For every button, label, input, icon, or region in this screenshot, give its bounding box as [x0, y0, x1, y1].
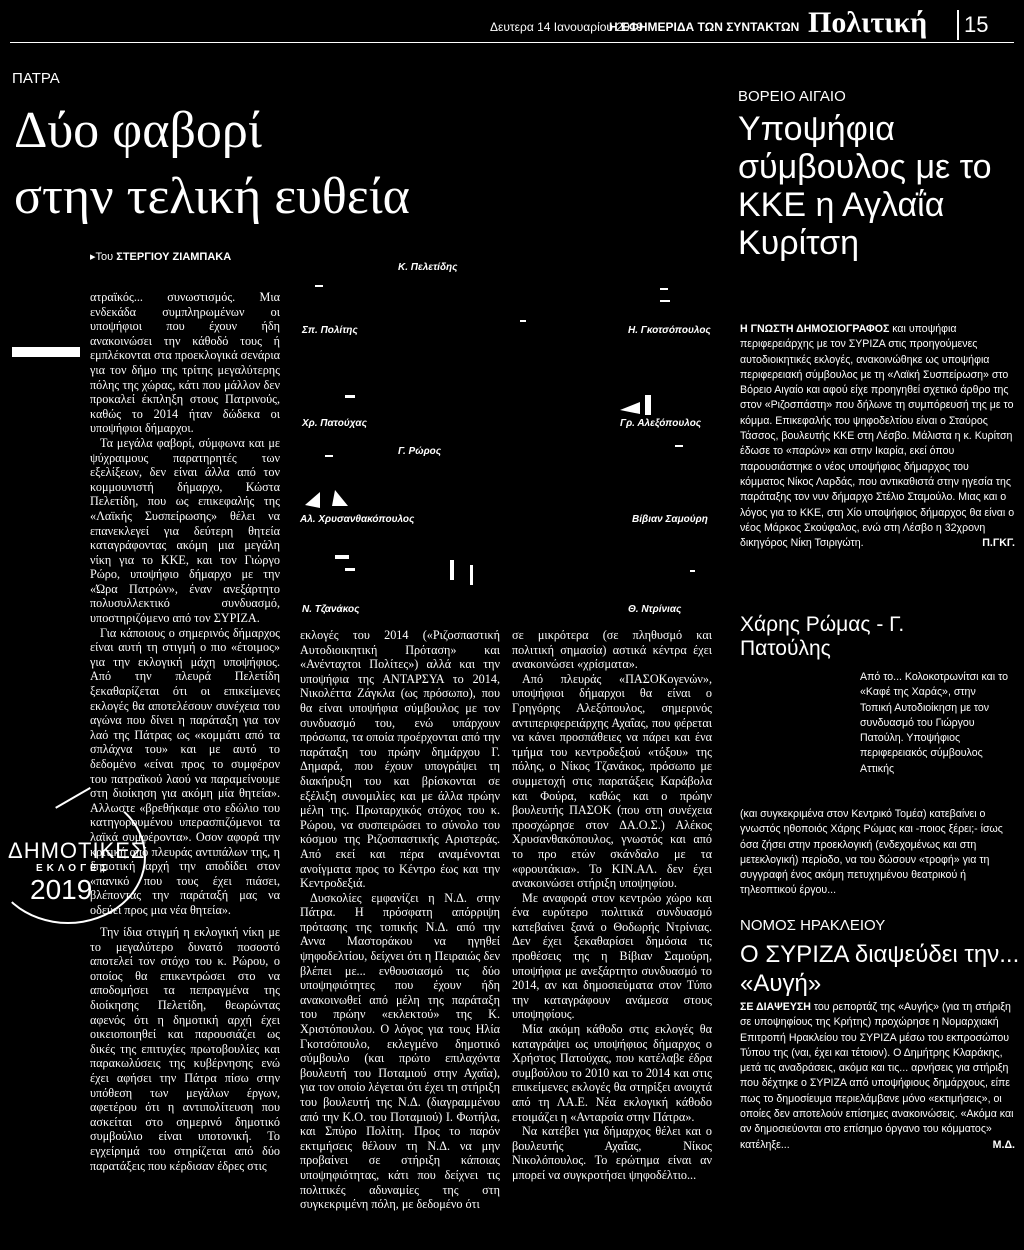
headline-line-1: Δύο φαβορί: [14, 102, 262, 159]
header-rule: [10, 42, 1014, 43]
paragraph: Για κάποιους ο σημερινός δήμαρχος είναι αυτή τη στιγμή ο πιο «έτοιμος» για την εκλογική μάχη υποψήφιος. Από την πλευρά Πελετίδη ξεκαθαρίζεται ότι οι επικείμενες εκλογές θα αποτελέσουν συνέχεια του αγώνα που δίνει η παράταξη για τον λαό της Πάτρας ως «κομμάτι από τα σπλάχνα του» και με αυτό το δεδομένο «είναι προς το συμφέρον του πατραϊκού λαού να παραμείνουμε στη διοίκηση για ακόμη μία θητεία». Αλλωστε «βρεθήκαμε στο εδώλιο του κατηγορουμένου υπερασπιζόμενοι τα λαϊκά συμφέροντα». Οσον αφορά την κριτική από πλευράς αντιπάλων της, η δημοτική αρχή την αποδίδει στον «πανικό που τους έχει πιάσει, βλέποντας την παράταξή μας να οδεύει προς μια νέα θητεία».: [90, 625, 280, 917]
decorative-bar: [12, 347, 80, 357]
elections-badge-title: ΔΗΜΟΤΙΚΕΣ: [8, 838, 146, 863]
sidebar-body-2b: (και συγκεκριμένα στον Κεντρικό Τομέα) κατεβαίνει ο γνωστός ηθοποιός Χάρης Ρώμας και -ποιος ξέρει;- ίσως όσα ζήσει στην προεκλογική (ενδεχομένως και στη μετεκλογική) περίοδο, να του δώσουν «τροφή» για τη συγγραφή ένος ακόμη πετυχημένου θεατρικού ή τηλεοπτικού έργου...: [740, 808, 1003, 897]
caption-tzanakos: Ν. Τζανάκος: [302, 604, 360, 615]
sidebar-subtitle: Χάρης Ρώμας - Γ. Πατούλης: [740, 613, 905, 660]
article-kicker: ΠΑΤΡΑ: [12, 70, 60, 87]
byline: [90, 250, 231, 263]
sidebar-body-text: και υποψήφια περιφερειάρχης με τον ΣΥΡΙΖΑ στις προηγούμενες αυτοδιοικητικές εκλογές, ανακοινώθηκε ως υποψήφια περιφερειακή σύμβουλος με τη «Λαϊκή Συσπείρωση» στο Βόρειο Αιγαίο και αφού είχε προηγηθεί σχετικό άρθρο της στον «Ριζοσπάστη» που δήλωνε τη συμπόρευσή της με το κόμμα. Επικεφαλής του ψηφοδελτίου είναι ο Σταύρος Τάσσος, βουλευτής ΚΚΕ στη Λέσβο. Μάλιστα η κ. Κυρίτση έδωσε το «παρών» και στην Ικαρία, εκεί όπου παρουσιάστηκε ο νέος υποψήφιος δήμαρχος του κόμματος Νίκος Λαρδάς, που αντικαθιστά στην ηγεσία της παράταξης τον νυν δήμαρχο Στέλιο Σταμούλο. Μιας και ο λόγος για το ΚΚΕ, στη Χίο υποψήφιος δήμαρχος θα είναι ο νέος Μάρκος Σκούφαλος, ενώ στη Λέσβο η 32χρονη δικηγόρος Νίκη Τσιριγώτη.: [740, 323, 1015, 550]
candidate-photos-fragments: [290, 270, 720, 615]
paragraph: Να κατέβει για δήμαρχος θέλει και ο βουλευτής Αχαΐας, Νίκος Νικολόπουλος. Το ερώτημα είναι αν μπορεί να συγκροτήσει ψηφοδέλτιο...: [512, 1124, 712, 1182]
sidebar-body-2: Από το... Κολοκοτρωνίτσι και το «Καφέ της Χαράς», στην Τοπική Αυτοδιοίκηση με τον συνδυασμό του Γιώργου Πατούλη. Υποψήφιος περιφερειακός σύμβουλος Αττικής: [860, 671, 1008, 775]
sidebar-body: [740, 322, 1015, 607]
header-paper-name: Η ΕΦΗΜΕΡΙΔΑ ΤΩΝ ΣΥΝΤΑΚΤΩΝ: [609, 20, 800, 34]
caption-politis: Σπ. Πολίτης: [302, 325, 358, 336]
sidebar-body-3-lead: ΣΕ ΔΙΑΨΕΥΣΗ: [740, 1001, 811, 1013]
paragraph: Με αναφορά στον κεντρώο χώρο και ένα ευρύτερο πολιτικά συνδυασμό κατεβαίνει ξανά ο Θοδωρής Ντρίνιας. Δεν έχει ξεκαθαρίσει δημόσια τις προθέσεις της η Βίβιαν Σαμούρη, υποψήφια με ανεξάρτητο συνδυασμό το 2014, αν και δημοσιεύματα στον Τύπο την καταγράφουν ανάμεσα στους υποψηφίους.: [512, 890, 712, 1022]
header-section: Πολιτική: [808, 6, 928, 39]
caption-roros: Γ. Ρώρος: [398, 446, 442, 457]
elections-badge-subtitle: ΕΚΛΟΓΕΣ: [36, 863, 111, 874]
caption-chrysanthakopoulos: Αλ. Χρυσανθακόπουλος: [300, 514, 415, 525]
caption-alexopoulos: Γρ. Αλεξόπουλος: [620, 418, 702, 429]
headline-line-2: στην τελική ευθεία: [14, 168, 410, 225]
header-date: Δευτερα 14 Ιανουαρίου 2019: [490, 20, 643, 34]
paragraph: ατραϊκός... συνωστισμός. Μια ενδεκάδα συμπληρωμένων οι υποψήφιοι που έχουν ήδη ανακοινώσει την κάθοδό τους ή εμπλέκονται στα προεκλογικά σενάρια για τον δήμο της τρίτης μεγαλύτερης πόλης της χώρας, κάτι που μάλλον δεν προκαλεί έκπληξη στους Πατρινούς, καθώς το 2014 ήταν δώδεκα οι υποψήφιοι δήμαρχοι.: [90, 290, 280, 436]
byline-prefix: ▸Του: [90, 251, 117, 263]
paragraph: σε μικρότερα (σε πληθυσμό και πολιτική σημασία) αστικά κέντρα έχει ανακοινώσει «χρίσματα».: [512, 628, 712, 672]
sidebar-body-signature: Π.ΓΚΓ.: [982, 537, 1015, 550]
caption-ntrinias: Θ. Ντρίνιας: [628, 604, 682, 615]
article-column-3: [512, 628, 712, 1218]
sidebar-title-2: Ο ΣΥΡΙΖΑ διαψεύδει την... «Αυγή»: [740, 941, 1020, 997]
paragraph: Από πλευράς «ΠΑΣΟΚογενών», υποψήφιοι δήμαρχοι θα είναι ο Γρηγόρης Αλεξόπουλος, σημερινός αντιπεριφερειάρχης Αχαΐας, που φέρεται να κάνει προσπάθειες να πάρει και ένα τμήμα του κεντροδεξιού «τόξου» της πόλης, ο Νίκος Τζανάκος, πρόσωπο με συμμετοχή στις παρατάξεις Καράβολα και Φούρα, καθώς και ο πρώην βουλευτής ΠΑΣΟΚ (που στη συνέχεια προσχώρησε στον ΔΑ.Ο.Σ.) Αλέκος Χρυσανθακόπουλος, γνωστός και από το προ ετών σκάνδαλο με τα «φρουτάκια». Το ΚΙΝ.ΑΛ. δεν έχει ανακοινώσει στήριξη υποψηφίου.: [512, 671, 712, 891]
paragraph: Τα μεγάλα φαβορί, σύμφωνα και με ψύχραιμους παρατηρητές των εξελίξεων, δεν είναι άλλα από τον κομμουνιστή δήμαρχο, Κώστα Πελετίδη, που ως επικεφαλής της «Λαϊκής Συσπείρωσης» θέλει να επανεκλεγεί για δεύτερη θητεία καταγράφοντας ακόμη μια μεγάλη νίκη για το ΚΚΕ, και τον Γιώργο Ρώρο, υποψήφιο δήμαρχο με την «Ώρα Πατρών», έναν ανεξάρτητο πολυσυλλεκτικό συνδυασμό, υποστηριζόμενο από τον ΣΥΡΙΖΑ.: [90, 435, 280, 626]
sidebar-title: Υποψήφια σύμβουλος με το ΚΚΕ η Αγλαΐα Κυρίτση: [738, 110, 992, 262]
header-separator: [957, 10, 959, 40]
paragraph: Δυσκολίες εμφανίζει η Ν.Δ. στην Πάτρα. Η πρόσφατη απόρριψη πρότασης της τοπικής Ν.Δ. από την Αννα Μαστοράκου να ηγηθεί ψηφοδελτίου, δείχνει ότι η Πειραιώς δεν βλέπει με... ενθουσιασμό τις δύο υποψηφιότητες που έχουν ήδη ανακοινωθεί από μέλη της παράταξη του πρώην «εκλεκτού» της Κ. Χριστόπουλου. Ο λόγος για τους Ηλία Γκοτσόπουλο, εκλεγμένο δημοτικό σύμβουλο (και πρώτο επιλαχόντα βουλευτή του Ποταμιού στην Αχαΐα), για τον οποίο λέγεται ότι έχει τη στήριξη του βουλευτή της Ν.Δ. (διαγραμμένου από την Κ.Ο. του Ποταμιού) Ι. Φωτήλα, και Σπύρο Πολίτη. Προς το παρόν εκτιμήσεις θέλουν τη Ν.Δ. να μην προβαίνει σε στήριξη κάποιας υποψηφιότητας, κάτι που δείχνει τις πολιτικές αδυναμίες της στη συγκεκριμένη πόλη, με δεδομένο ότι: [300, 890, 500, 1212]
article-headline: [14, 98, 614, 230]
caption-peletidis: Κ. Πελετίδης: [398, 262, 458, 273]
sidebar-body-3-signature: Μ.Δ.: [992, 1138, 1015, 1151]
caption-patouxas: Χρ. Πατούχας: [302, 418, 367, 429]
paragraph: Μία ακόμη κάθοδο στις εκλογές θα καταγράψει ως υποψήφιος δήμαρχος ο Χρήστος Πατούχας, που κατέλαβε έδρα συμβούλου το 2010 και το 2014 και στις επικείμενες εκλογές θα στηρίξει ανοιχτά από τη ΛΑ.Ε. Νέα εκλογική κάθοδο ετοιμάζει η «Ανταρσία στην Πάτρα».: [512, 1022, 712, 1124]
header-page-number: 15: [964, 12, 989, 37]
sidebar-kicker: ΒΟΡΕΙΟ ΑΙΓΑΙΟ: [738, 88, 846, 105]
sidebar-kicker-2: ΝΟΜΟΣ ΗΡΑΚΛΕΙΟΥ: [740, 917, 886, 934]
sidebar-body-3-text: του ρεπορτάζ της «Αυγής» (για τη στήριξη σε υποψηφίους της Κρήτης) προχώρησε η Νομαρχιακή Επιτροπή Ηρακλείου του ΣΥΡΙΖΑ μέσω του εκπροσώπου Τύπου της (ναι, έχει και τέτοιον). Ο Δημήτρης Κλαράκης, μετά τις αναδράσεις, ακόμα και τις... αρνήσεις για στήριξη που δέχτηκε ο ΣΥΡΙΖΑ από υποψήφιους δημάρχους, είπε πως το δημοσίευμα περιελάμβανε μόνο «εκτιμήσεις», οι οποίες δεν αποτελούν επίσημες ανακοινώσεις. «Ακόμα και αν δημοσιεύονται στο επίσημο όργανο του κόμματος» κατέληξε...: [740, 1001, 1014, 1151]
elections-badge-year: 2019: [30, 874, 93, 905]
paragraph: εκλογές του 2014 («Ριζοσπαστική Αυτοδιοικητική Πρόταση» και «Ανένταχτοι Πολίτες») αλλά και την υποψήφια της ΑΝΤΑΡΣΥΑ το 2014, Νικολέττα Ζάγκλα (ως πρόσωπο), που θα είναι υποψήφια σύμβουλος με τον συνδυασμό του, ενώ υπάρχουν πρόσωπα, τα οποία προέρχονται από την παράταξη του πρώην δημάρχου Γ. Δημαρά, που έχουν υπογράψει τη διακήρυξη του και βρίσκονται σε εξέλιξη συνομιλίες και με άλλα πρώην μέλη της. Πρωταρχικός στόχος του κ. Ρώρου, να συσπειρώσει το σύνολο του κόσμου της Ριζοσπαστικής Αριστεράς. Από εκεί και πέρα αναμένονται ανοίγματα προς το Κέντρο έως και την Κεντροδεξιά.: [300, 628, 500, 891]
sidebar-body-lead: Η ΓΝΩΣΤΗ ΔΗΜΟΣΙΟΓΡΑΦΟΣ: [740, 323, 890, 335]
article-column-1-lower: [90, 925, 280, 1225]
article-column-2: [300, 628, 500, 1228]
caption-gkotsopoulos: Η. Γκοτσόπουλος: [628, 325, 711, 336]
byline-name: ΣΤΕΡΓΙΟΥ ΖΙΑΜΠΑΚΑ: [116, 251, 232, 263]
sidebar-body-3: [740, 1000, 1015, 1185]
caption-samouri: Βίβιαν Σαμούρη: [632, 514, 708, 525]
paragraph: Την ίδια στιγμή η εκλογική νίκη με το μεγαλύτερο δυνατό ποσοστό αποτελεί τον στόχο του κ. Ρώρου, ο οποίος θα επικεντρώσει στο να αποδομήσει τα πεπραγμένα της διοίκησης Πελετίδη, θεωρώντας αφενός ότι η δημοτική αρχή έχει οικειοποιηθεί και παρουσιάζει ως δικές της επιτυχίες πρωτοβουλίες και παρακωλύσεις της κυβέρνησης ενώ έχει αφήσει την Πάτρα πίσω στην υπόθεση των μεγάλων έργων, αφετέρου ότι η αντιπολίτευση που ασκείται στο σημερινό δημοτικό συμβούλιο είναι υποτονική. Το εγχείρημά του στηρίζεται από δύο παρατάξεις που κέρδισαν έδρες στις: [90, 925, 280, 1173]
article-column-1: [90, 290, 280, 917]
